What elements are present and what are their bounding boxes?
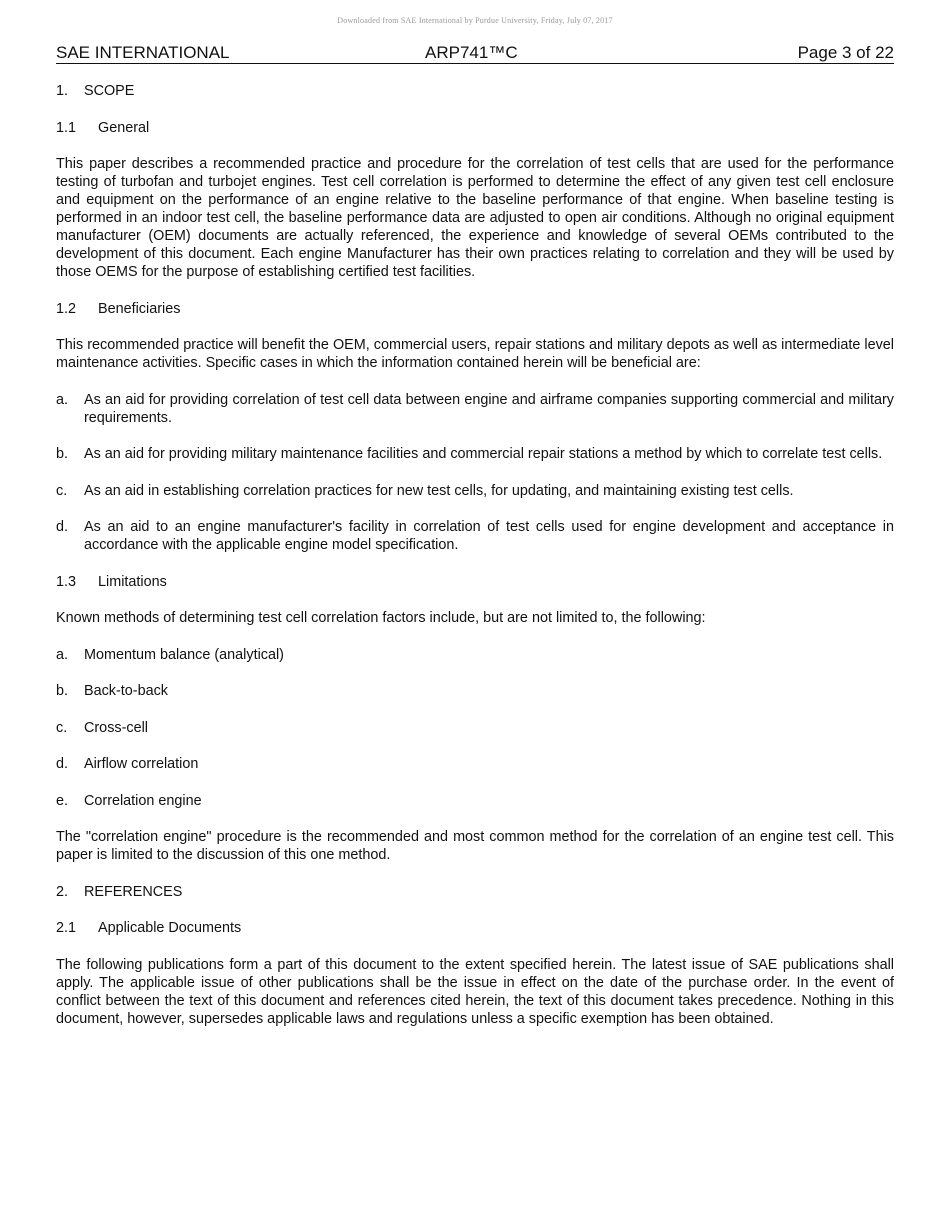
limitations-paragraph: Known methods of determining test cell correlation factors include, but are not limited to, the following: bbox=[56, 610, 706, 626]
list-text: Correlation engine bbox=[84, 792, 202, 809]
list-item bbox=[56, 482, 894, 500]
list-marker: c. bbox=[56, 482, 68, 499]
list-text: As an aid for providing military maintenance facilities and commercial repair stations a method by which to correlate test cells. bbox=[84, 446, 883, 462]
applicable-documents-paragraph: The following publications form a part of this document to the extent specified herein. The latest issue of SAE publications shall apply. The applicable issue of other publications shall be the issue in effect on the date of the purchase order. In the event of conflict between the text of this document and references cited herein, the text of this document takes precedence. Nothing in this document, however, supersedes applicable laws and regulations unless a specific exemption has been obtained. bbox=[56, 956, 894, 1027]
section-number: 2. bbox=[56, 883, 69, 900]
correlation-engine-paragraph: The "correlation engine" procedure is the recommended and most common method for the correlation of an engine test cell. This paper is limited to the discussion of this one method. bbox=[56, 829, 894, 863]
section-title: Applicable Documents bbox=[98, 920, 242, 936]
list-item bbox=[56, 391, 894, 427]
beneficiaries-paragraph: This recommended practice will benefit the OEM, commercial users, repair stations and military depots as well as intermediate level maintenance activities. Specific cases in which the information contained herein will be beneficial are: bbox=[56, 337, 894, 371]
download-watermark: Downloaded from SAE International by Purdue University, Friday, July 07, 2017 bbox=[337, 16, 613, 25]
list-text: Back-to-back bbox=[84, 683, 168, 699]
section-heading-references bbox=[56, 883, 894, 901]
subsection-heading-general bbox=[56, 119, 894, 137]
list-marker: e. bbox=[56, 792, 69, 809]
section-number: 2.1 bbox=[56, 920, 77, 936]
section-title: REFERENCES bbox=[84, 883, 183, 900]
page-number: Page 3 of 22 bbox=[797, 43, 894, 62]
list-item bbox=[56, 646, 894, 664]
document-body bbox=[56, 82, 894, 1046]
list-item bbox=[56, 755, 894, 773]
list-item bbox=[56, 682, 894, 700]
document-number: ARP741™C bbox=[425, 43, 518, 62]
list-text: As an aid in establishing correlation practices for new test cells, for updating, and maintaining existing test cells. bbox=[84, 482, 794, 499]
list-item bbox=[56, 719, 894, 737]
list-item bbox=[56, 792, 894, 810]
list-item bbox=[56, 518, 894, 554]
subsection-heading-applicable-documents bbox=[56, 919, 894, 937]
list-text: Airflow correlation bbox=[84, 756, 199, 772]
section-number: 1. bbox=[56, 83, 69, 99]
section-title: SCOPE bbox=[84, 83, 135, 99]
section-number: 1.1 bbox=[56, 119, 77, 136]
list-marker: d. bbox=[56, 519, 69, 535]
list-marker: d. bbox=[56, 756, 69, 772]
subsection-heading-limitations bbox=[56, 573, 894, 591]
list-marker: a. bbox=[56, 646, 69, 663]
section-number: 1.3 bbox=[56, 573, 77, 590]
list-marker: b. bbox=[56, 446, 69, 462]
list-text: As an aid to an engine manufacturer's facility in correlation of test cells used for engine development and acceptance in accordance with the applicable engine model specification. bbox=[84, 519, 894, 553]
list-text: Momentum balance (analytical) bbox=[84, 646, 284, 663]
section-title: Limitations bbox=[98, 573, 167, 590]
section-title: Beneficiaries bbox=[98, 300, 181, 317]
subsection-heading-beneficiaries bbox=[56, 300, 894, 318]
list-marker: b. bbox=[56, 683, 69, 699]
list-marker: a. bbox=[56, 391, 69, 408]
list-text: As an aid for providing correlation of test cell data between engine and airframe companies supporting commercial and military requirements. bbox=[84, 391, 894, 426]
page-header bbox=[56, 43, 894, 64]
section-number: 1.2 bbox=[56, 300, 77, 317]
publisher-name: SAE INTERNATIONAL bbox=[56, 43, 230, 62]
list-text: Cross-cell bbox=[84, 719, 148, 736]
list-item bbox=[56, 445, 894, 463]
section-title: General bbox=[98, 119, 150, 136]
section-heading-scope bbox=[56, 82, 894, 100]
general-paragraph: This paper describes a recommended practice and procedure for the correlation of test cells that are used for the performance testing of turbofan and turbojet engines. Test cell correlation is performed to determine the effect of any given test cell enclosure and equipment on the performance of an engine relative to the baseline performance of that engine. When baseline testing is performed in an indoor test cell, the baseline performance data are adjusted to open air conditions. Although no original equipment manufacturer (OEM) documents are actually referenced, the experience and knowledge of several OEMs contributed to the development of this document. Each engine Manufacturer has their own practices relating to correlation and they will be used by those OEMS for the purpose of establishing certified test facilities. bbox=[56, 156, 894, 280]
list-marker: c. bbox=[56, 719, 68, 736]
